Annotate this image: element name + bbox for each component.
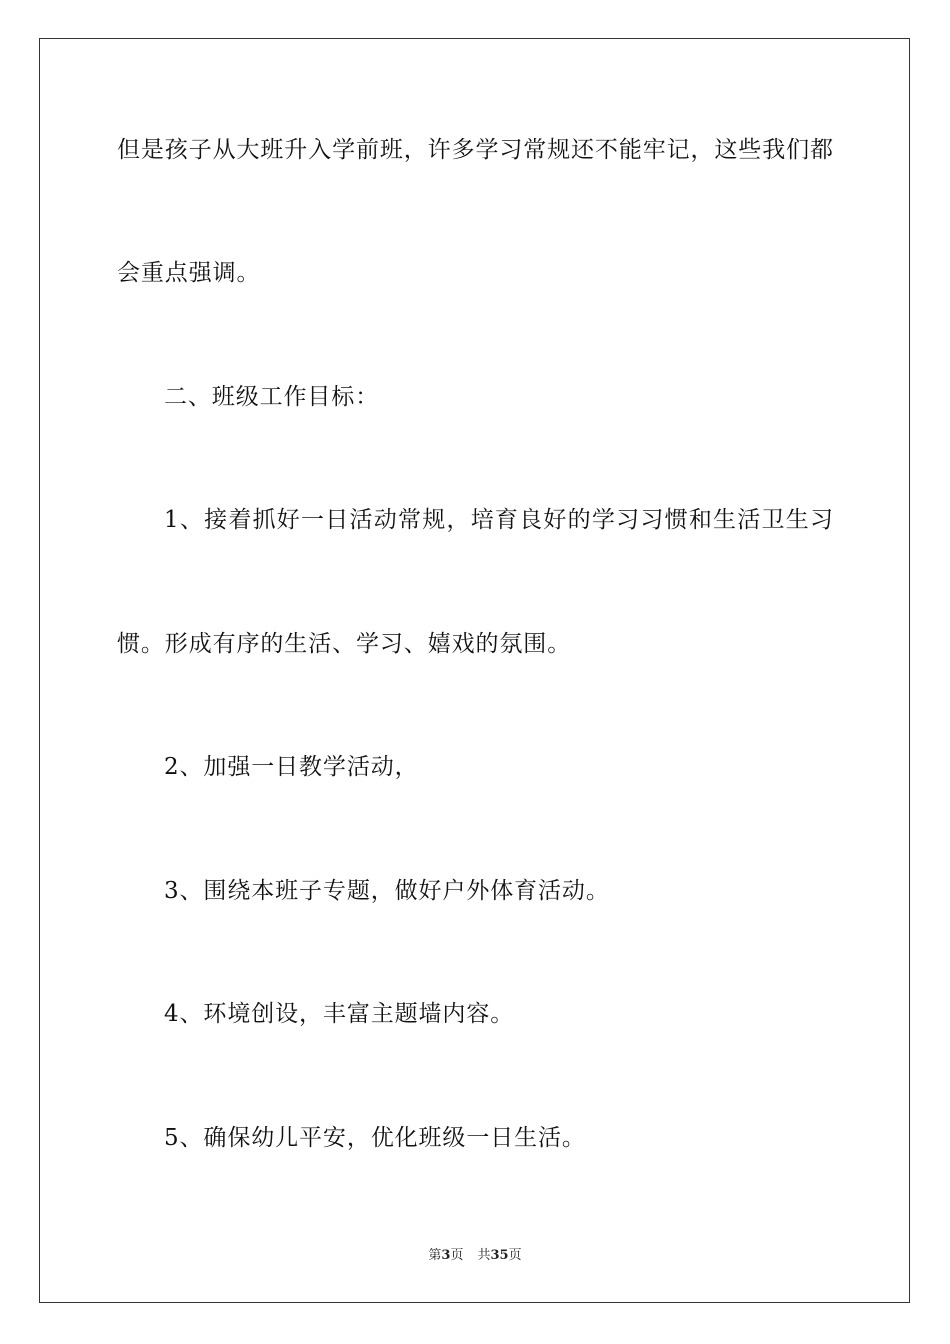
page-frame [39, 38, 910, 1303]
list-item-continuation: 惯。形成有序的生活、学习、嬉戏的氛围。 [117, 631, 572, 657]
list-item: 4、环境创设，丰富主题墙内容。 [164, 1001, 515, 1027]
footer-total-prefix: 共 [477, 1248, 491, 1263]
paragraph-line: 会重点强调。 [117, 260, 261, 286]
list-item: 2、加强一日教学活动， [164, 754, 419, 780]
footer-page-total: 35 [490, 1248, 509, 1263]
paragraph-line: 但是孩子从大班升入学前班，许多学习常规还不能牢记，这些我们都 [117, 137, 833, 163]
list-item: 3、围绕本班子专题，做好户外体育活动。 [164, 878, 610, 904]
section-heading: 二、班级工作目标： [164, 384, 380, 410]
list-item: 5、确保幼儿平安，优化班级一日生活。 [164, 1125, 586, 1151]
footer-page-current: 3 [441, 1248, 451, 1263]
list-item: 1、接着抓好一日活动常规，培育良好的学习习惯和生活卫生习 [164, 507, 833, 533]
footer-total-suffix: 页 [508, 1248, 522, 1263]
footer-page-suffix: 页 [450, 1248, 464, 1263]
footer-page-prefix: 第 [428, 1248, 442, 1263]
page-footer [0, 1247, 950, 1265]
